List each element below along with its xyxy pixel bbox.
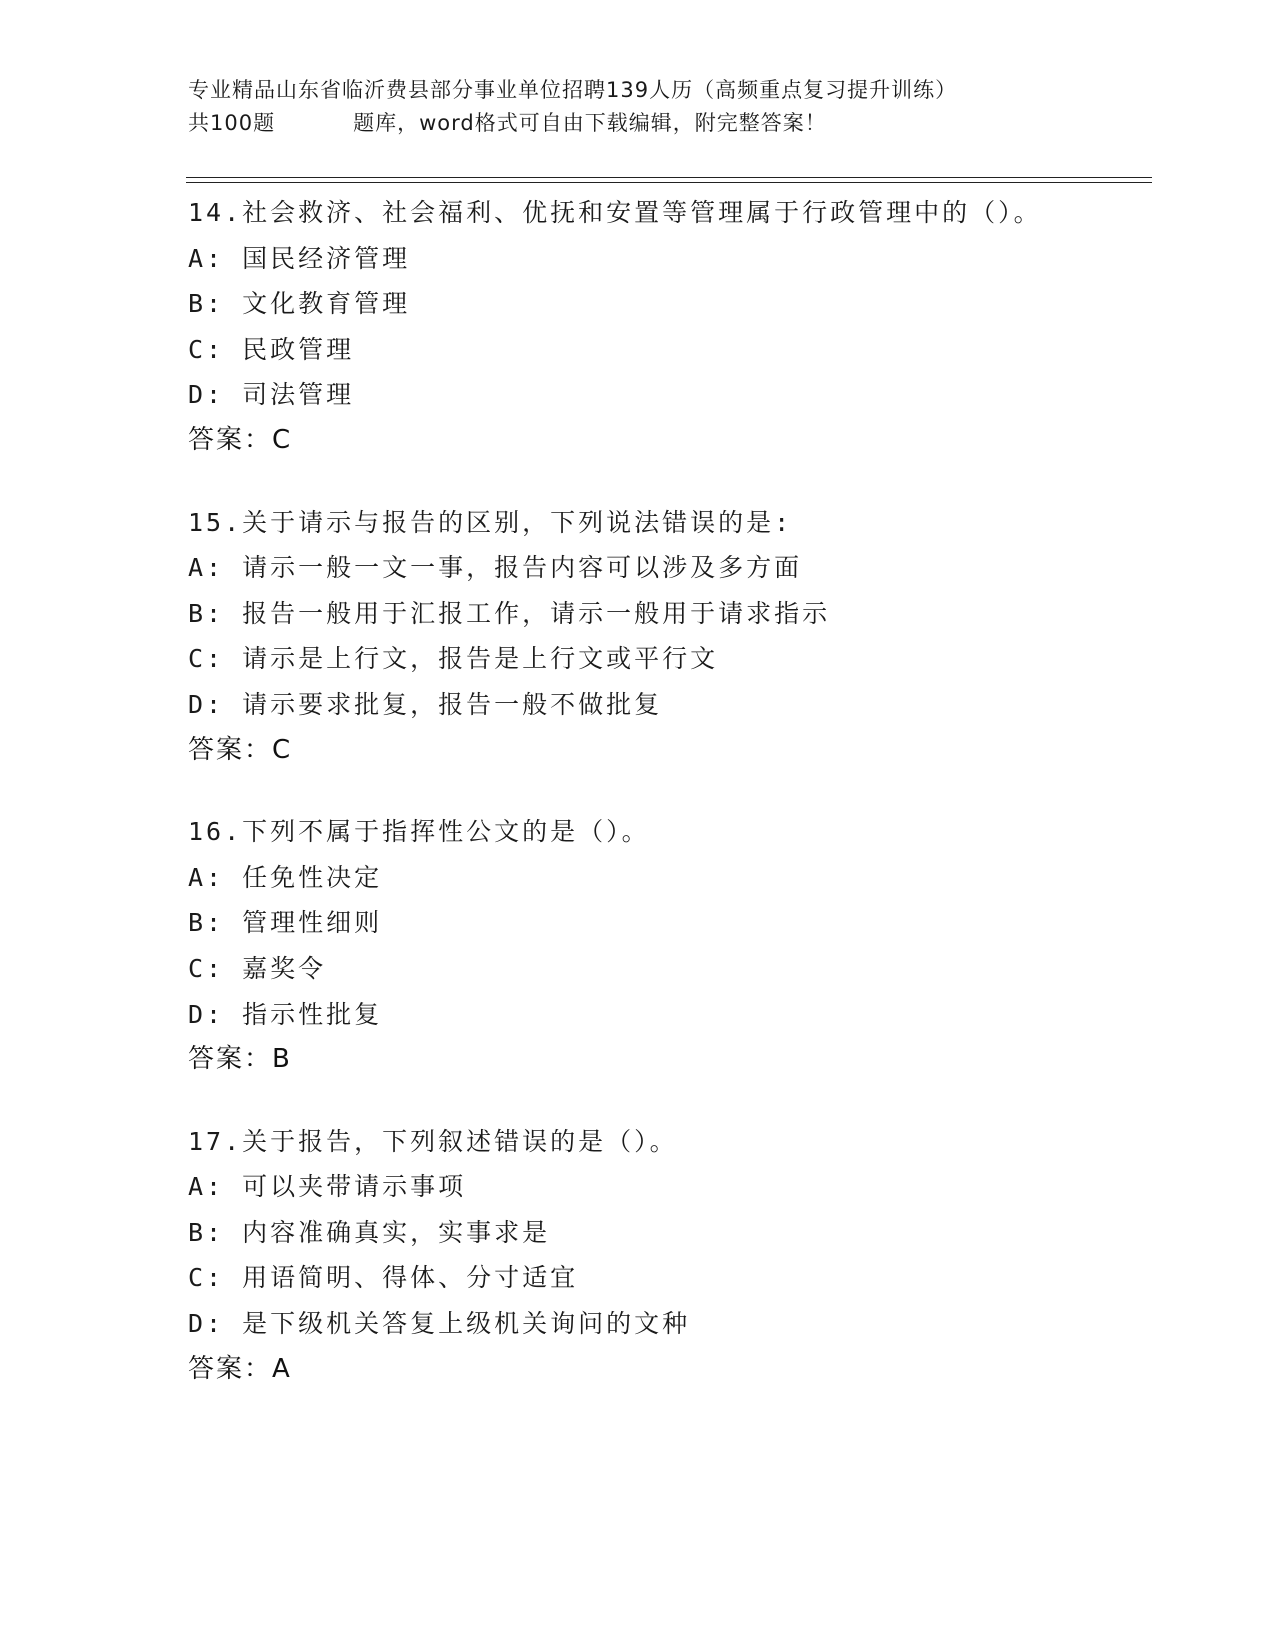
question-stem: 17.关于报告，下列叙述错误的是（）。 <box>188 1126 678 1156</box>
option-a: A: 任免性决定 <box>188 862 383 892</box>
option-b: B: 内容准确真实，实事求是 <box>188 1217 551 1247</box>
option-d: D: 是下级机关答复上级机关询问的文种 <box>188 1309 691 1339</box>
document-header <box>188 74 1148 140</box>
option-a: A: 可以夹带请示事项 <box>188 1172 467 1202</box>
option-d: D: 请示要求批复，报告一般不做批复 <box>188 689 663 719</box>
header-divider-bottom <box>186 182 1152 183</box>
question-list <box>188 190 1148 1428</box>
option-c: C: 用语简明、得体、分寸适宜 <box>188 1263 579 1293</box>
option-d: D: 指示性批复 <box>188 999 383 1029</box>
option-b: B: 报告一般用于汇报工作，请示一般用于请求指示 <box>188 598 831 628</box>
question-stem: 16.下列不属于指挥性公文的是（）。 <box>188 817 650 847</box>
header-divider-top <box>186 177 1152 178</box>
header-description: 题库，word格式可自由下载编辑，附完整答案！ <box>353 111 827 135</box>
question-14 <box>188 190 1148 464</box>
option-b: B: 文化教育管理 <box>188 289 411 319</box>
header-subtitle <box>188 107 1148 140</box>
question-stem: 15.关于请示与报告的区别，下列说法错误的是: <box>188 507 793 537</box>
answer: 答案：C <box>188 424 293 455</box>
question-15 <box>188 500 1148 774</box>
header-question-count: 共100题 <box>188 111 276 135</box>
answer: 答案：C <box>188 734 293 765</box>
answer: 答案：A <box>188 1353 292 1384</box>
option-d: D: 司法管理 <box>188 380 355 410</box>
option-a: A: 请示一般一文一事，报告内容可以涉及多方面 <box>188 553 803 583</box>
question-16 <box>188 809 1148 1083</box>
option-c: C: 请示是上行文，报告是上行文或平行文 <box>188 644 719 674</box>
option-c: C: 民政管理 <box>188 334 355 364</box>
option-c: C: 嘉奖令 <box>188 953 327 983</box>
question-stem: 14.社会救济、社会福利、优抚和安置等管理属于行政管理中的（）。 <box>188 198 1042 227</box>
option-b: B: 管理性细则 <box>188 908 383 938</box>
answer: 答案：B <box>188 1044 292 1075</box>
question-17 <box>188 1119 1148 1393</box>
option-a: A: 国民经济管理 <box>188 243 411 273</box>
header-title: 专业精品山东省临沂费县部分事业单位招聘139人历（高频重点复习提升训练） <box>188 78 958 102</box>
